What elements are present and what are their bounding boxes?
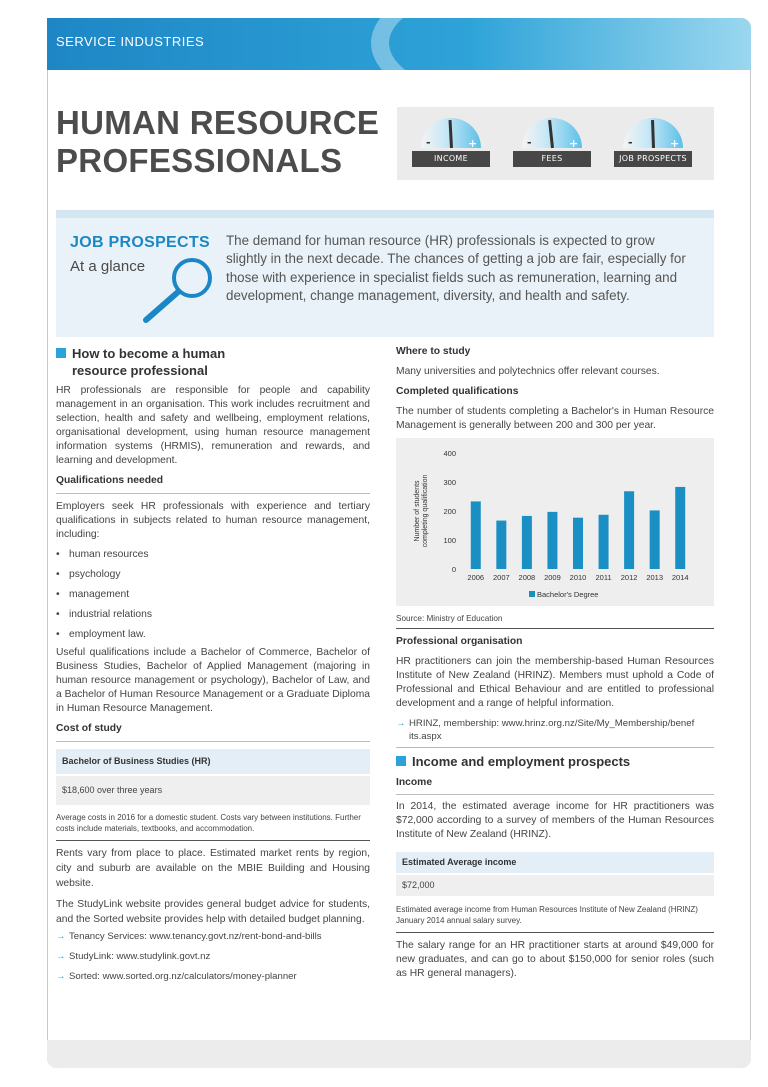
studylink-text: The StudyLink website provides general budget advice for students, and the Sorted website provides help with detailed budget planning.	[56, 899, 370, 925]
arrow-icon: →	[56, 931, 66, 942]
cost-of-study-heading: Cost of study	[56, 723, 122, 734]
chart-x-tick-label: 2009	[544, 573, 561, 582]
chart-x-ticks	[467, 573, 688, 582]
qualifications-heading: Qualifications needed	[56, 475, 163, 486]
chart-y-tick-label: 300	[443, 478, 456, 487]
gauge-plus: +	[569, 137, 579, 150]
chart-x-tick-label: 2010	[569, 573, 587, 582]
gauge-plus: +	[468, 137, 478, 150]
qualifications-list	[56, 548, 370, 642]
link-text[interactable]: Sorted: www.sorted.org.nz/calculators/money-planner	[69, 971, 297, 982]
chart-y-axis-label	[414, 475, 429, 548]
chart-x-tick-label: 2013	[646, 573, 664, 582]
professional-organisation-heading: Professional organisation	[396, 636, 523, 647]
chart-x-tick-label: 2011	[595, 573, 612, 582]
divider	[396, 932, 714, 933]
income-text: In 2014, the estimated average income for HR practitioners was $72,000 according to a survey of members of the Human Resources Institute of New Zealand (HRINZ).	[396, 801, 714, 840]
income-gauge	[412, 118, 490, 172]
job-prospects-gauge-label: JOB PROSPECTS	[614, 151, 692, 167]
link-text[interactable]: HRINZ, membership: www.hrinz.org.nz/Site/My_Membership/benefits.aspx	[409, 718, 695, 742]
gauge-minus: -	[426, 136, 431, 149]
income-subheading: Income	[396, 777, 433, 788]
divider	[56, 840, 370, 841]
left-column	[56, 345, 370, 983]
job-prospects-subtitle: At a glance	[70, 258, 146, 275]
how-to-become-text: HR professionals are responsible for people and capability management in an organisation. This work includes recruitment and selection, health and safety and wellbeing, employment relations, organisational development, using human resource management information systems (HRMIS), remuneration and rewards, and learning and development.	[56, 385, 370, 466]
rent-text: Rents vary from place to place. Estimated market rents by region, city and suburb are available on the MBIE Building and Housing website.	[56, 848, 370, 889]
banner-label: SERVICE INDUSTRIES	[56, 34, 205, 49]
budget-links	[56, 930, 370, 983]
fees-gauge-label: FEES	[513, 151, 591, 167]
chart-bar	[547, 512, 557, 569]
job-prospects-gauge	[614, 118, 692, 172]
chart-y-tick-label: 0	[451, 565, 456, 574]
arrow-icon: →	[396, 718, 406, 729]
gauge-plus: +	[670, 137, 680, 150]
chart-y-label-line: completing qualification	[422, 474, 429, 548]
chart-bar	[650, 510, 660, 569]
list-item: • employment law.	[56, 628, 370, 642]
arrow-icon: →	[56, 971, 66, 982]
cost-table-header: Bachelor of Business Studies (HR)	[56, 749, 370, 774]
chart-bar	[471, 501, 481, 569]
job-prospects-box	[56, 210, 714, 337]
salary-range-text: The salary range for an HR practitioner starts at around $49,000 for new graduates, and can go to about $150,000 for senior roles (such as HR general managers).	[396, 940, 714, 979]
chart-source: Source: Ministry of Education	[396, 614, 503, 623]
chart-y-ticks	[443, 449, 456, 574]
chart-bar	[522, 516, 532, 569]
chart-y-tick-label: 100	[443, 536, 456, 545]
gauge-minus: -	[628, 136, 633, 149]
chart-y-tick-label: 400	[443, 449, 456, 458]
page-title-line-1: HUMAN RESOURCE	[56, 104, 380, 141]
chart-bar	[496, 521, 506, 569]
divider	[396, 747, 714, 748]
page-title	[56, 104, 379, 180]
divider	[396, 794, 714, 795]
how-to-become-heading	[56, 345, 256, 379]
chart-x-tick-label: 2006	[467, 573, 485, 582]
chart-legend-swatch	[529, 591, 535, 597]
income-table-value: $72,000	[396, 875, 714, 896]
chart-x-tick-label: 2014	[671, 573, 689, 582]
section-banner	[47, 18, 751, 70]
section-square-icon	[396, 756, 406, 766]
chart-bar	[573, 518, 583, 569]
job-prospects-title: JOB PROSPECTS	[70, 234, 210, 251]
chart-legend-label: Bachelor's Degree	[537, 590, 599, 599]
fees-gauge	[513, 118, 591, 172]
divider	[56, 741, 370, 742]
link-text[interactable]: StudyLink: www.studylink.govt.nz	[69, 951, 211, 962]
page-title-line-2: PROFESSIONALS	[56, 142, 343, 179]
useful-qualifications-text: Useful qualifications include a Bachelor of Commerce, Bachelor of Business Studies, Bachelor of Applied Management (majoring in human resource management or psychology), Bachelor of Law, and a Bachelor of Human Resource Management or a Graduate Diploma in Human Resource Management.	[56, 647, 370, 714]
list-item: • psychology	[56, 568, 370, 582]
list-item: • management	[56, 588, 370, 602]
chart-bar	[624, 491, 634, 569]
professional-organisation-text: HR practitioners can join the membership-based Human Resources Institute of New Zealand (HRINZ). Members must uphold a Code of Professional and Ethical Behaviour and are entitled to professional development and a range of helpful information.	[396, 656, 714, 709]
right-column	[396, 345, 714, 981]
chart-legend	[529, 590, 598, 599]
chart-svg	[396, 438, 714, 606]
divider	[396, 628, 714, 629]
chart-bar	[675, 487, 685, 569]
chart-x-tick-label: 2012	[620, 573, 638, 582]
chart-x-tick-label: 2007	[492, 573, 510, 582]
arrow-icon: →	[56, 951, 66, 962]
divider	[56, 493, 370, 494]
completions-chart	[396, 438, 714, 606]
rating-gauges	[397, 107, 714, 180]
completed-qualifications-text: The number of students completing a Bachelor's in Human Resource Management is generally between 200 and 300 per year.	[396, 406, 714, 431]
chart-bar	[599, 515, 609, 569]
magnifier-icon	[128, 254, 228, 326]
link-item[interactable]	[56, 970, 370, 983]
how-to-become-heading-text: How to become a human resource professional	[72, 346, 226, 378]
cost-table-value: $18,600 over three years	[56, 776, 370, 805]
income-heading	[396, 753, 714, 770]
qualifications-text: Employers seek HR professionals with experience and tertiary qualifications in subjects related to human resource management, including:	[56, 501, 370, 540]
where-to-study-heading: Where to study	[396, 346, 471, 357]
income-table-header: Estimated Average income	[396, 852, 714, 873]
banner-wave-decoration	[371, 18, 751, 70]
where-to-study-text: Many universities and polytechnics offer relevant courses.	[396, 366, 660, 377]
footer-band	[47, 1040, 751, 1068]
gauge-minus: -	[527, 136, 532, 149]
chart-y-label-line: Number of students	[414, 480, 421, 542]
job-prospects-text: The demand for human resource (HR) professionals is expected to grow slightly in the next decade. The chances of getting a job are fair, especially for those with experience in specialist fields such as remuneration, learning and development, change management, diversity, and health and safety.	[226, 233, 686, 303]
income-gauge-label: INCOME	[412, 151, 490, 167]
income-heading-text: Income and employment prospects	[412, 754, 631, 769]
chart-x-tick-label: 2008	[518, 573, 536, 582]
link-item[interactable]	[56, 930, 370, 943]
income-note: Estimated average income from Human Resources Institute of New Zealand (HRINZ) January 2014 annual salary survey.	[396, 905, 698, 925]
hrinz-link[interactable]	[396, 717, 696, 743]
chart-y-tick-label: 200	[443, 507, 456, 516]
list-item: • industrial relations	[56, 608, 370, 622]
completed-qualifications-heading: Completed qualifications	[396, 386, 519, 397]
section-square-icon	[56, 348, 66, 358]
list-item: • human resources	[56, 548, 370, 562]
link-item[interactable]	[56, 950, 370, 963]
job-prospects-topbar	[56, 210, 714, 218]
chart-bars	[471, 487, 685, 569]
link-text[interactable]: Tenancy Services: www.tenancy.govt.nz/rent-bond-and-bills	[69, 931, 322, 942]
cost-note: Average costs in 2016 for a domestic student. Costs vary between institutions. Further costs include materials, textbooks, and accommodation.	[56, 813, 361, 833]
